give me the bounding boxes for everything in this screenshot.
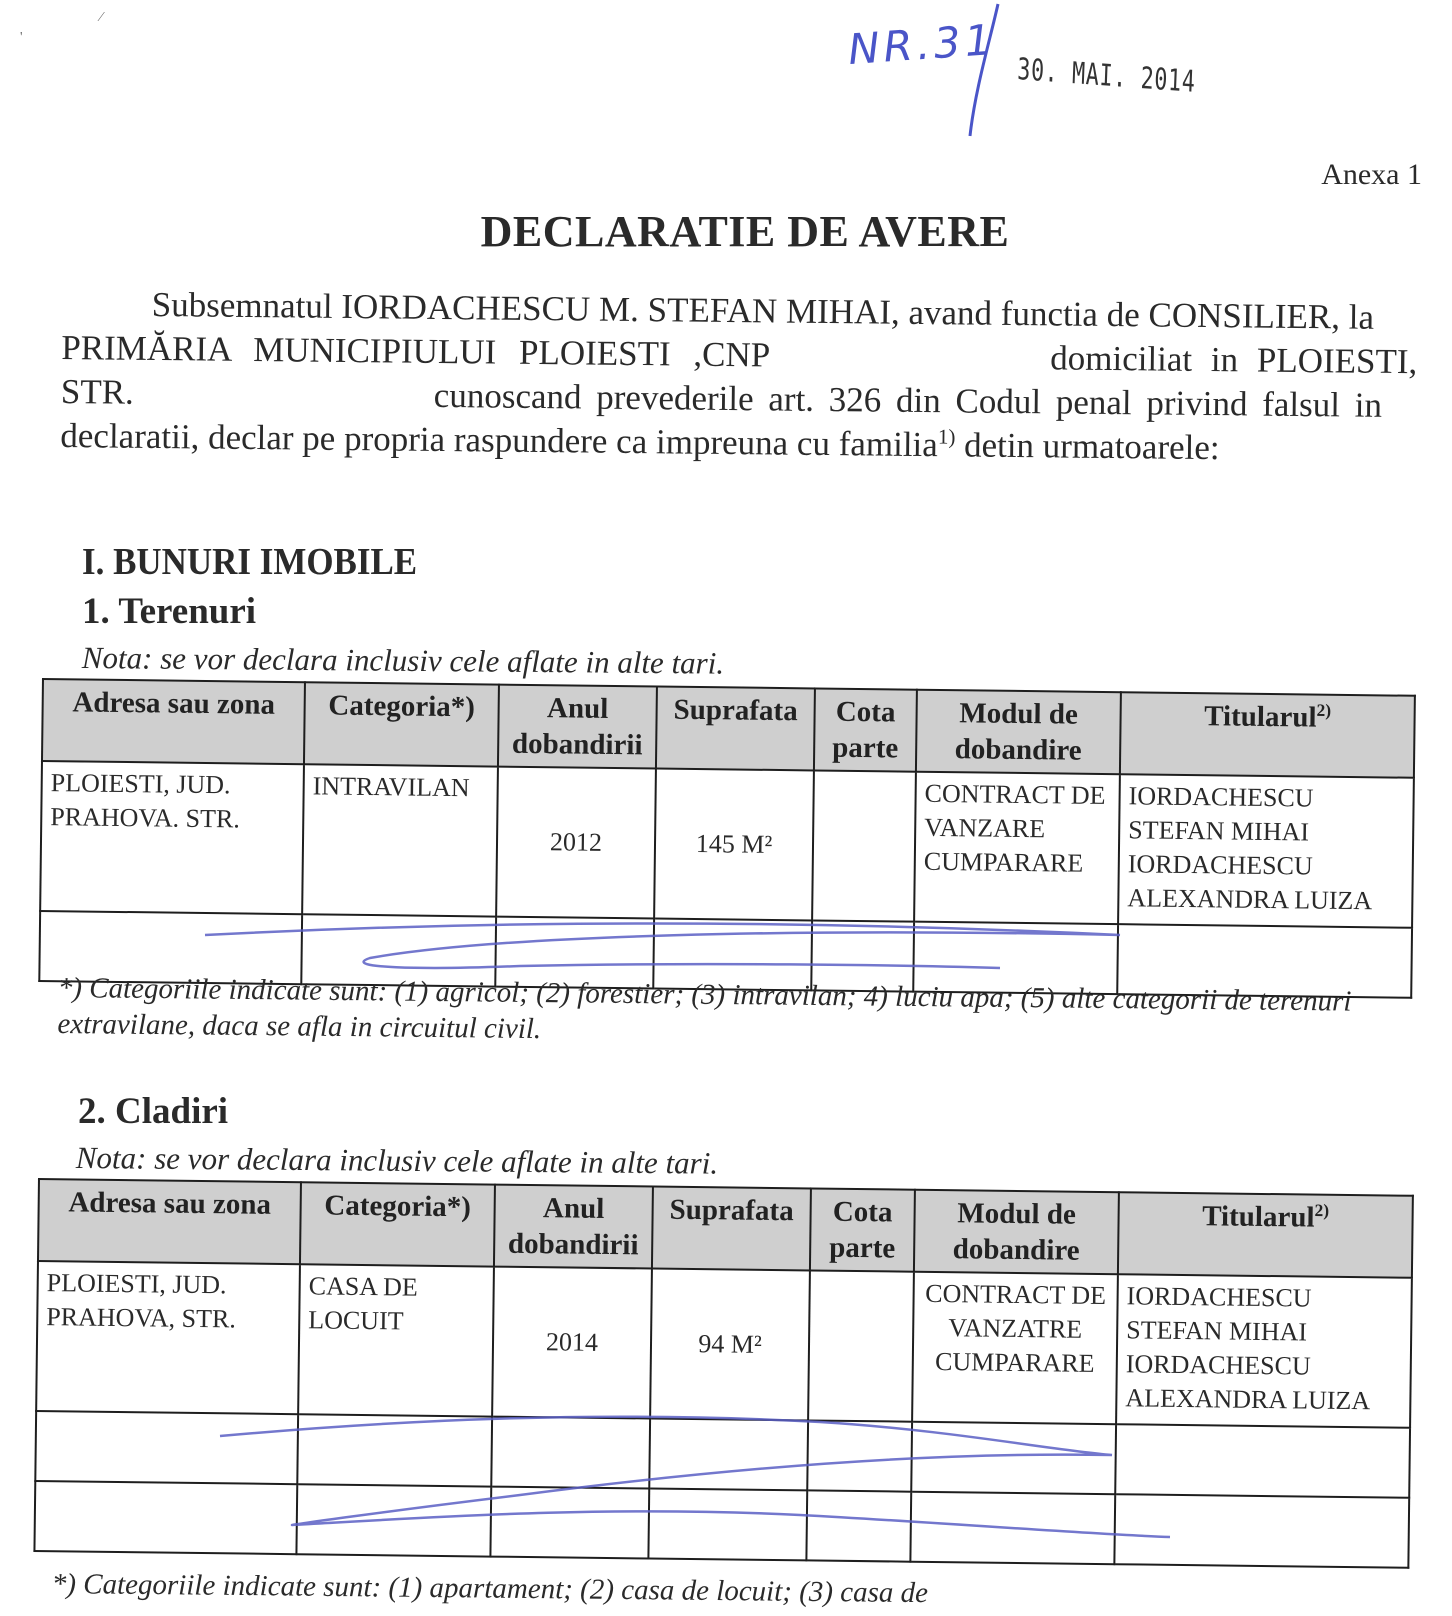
col-header-adresa: Adresa sau zona [42, 679, 305, 764]
empty-cell [34, 1481, 297, 1554]
empty-cell [490, 1487, 649, 1559]
terenuri-table [38, 678, 1416, 999]
cladiri-table [33, 1178, 1413, 1569]
terenuri-footnote: *) Categoriile indicate sunt: (1) agricol; (2) forestier; (3) intravilan; 4) luciu apa; (5) alte categorii de terenuri extravilane, daca se afla in circuitul civil. [57, 971, 1352, 1046]
col-header-modul: Modul de dobandire [914, 1190, 1119, 1274]
cell-suprafata: 94 M² [650, 1269, 810, 1421]
footnote-ref-1: 1) [937, 424, 956, 449]
section-heading: I. BUNURI IMOBILE [82, 541, 418, 583]
cell-modul: CONTRACT DE VANZATRE CUMPARARE [912, 1272, 1118, 1424]
cell-modul: CONTRACT DE VANZARE CUMPARARE [914, 772, 1120, 924]
intro-line-3b: cunoscand prevederile art. 326 din Codul penal privind falsul in [433, 375, 1383, 425]
cell-anul: 2012 [496, 767, 656, 919]
cell-categoria: CASA DE LOCUIT [298, 1264, 494, 1416]
cell-adresa: PLOIESTI, JUD. PRAHOVA. STR. [40, 761, 304, 914]
col-header-suprafata: Suprafata [652, 1187, 811, 1271]
cladiri-heading: 2. Cladiri [78, 1091, 229, 1132]
scan-speck: ' [20, 30, 23, 45]
cell-cota [808, 1270, 914, 1421]
cell-cota [812, 770, 916, 921]
terenuri-heading: 1. Terenuri [82, 591, 257, 632]
col-header-modul: Modul de dobandire [916, 690, 1121, 774]
empty-cell [491, 1417, 650, 1489]
empty-cell [649, 1418, 808, 1490]
empty-cell [648, 1488, 807, 1560]
cell-anul: 2014 [492, 1267, 652, 1419]
intro-line-2a: PRIMĂRIA MUNICIPIULUI PLOIESTI ,CNP [61, 327, 771, 375]
empty-cell [1114, 1494, 1409, 1568]
col-header-cota: Cota parte [810, 1188, 915, 1271]
empty-cell [297, 1414, 492, 1486]
col-header-adresa: Adresa sau zona [38, 1179, 301, 1264]
intro-line-2b: domiciliat in PLOIESTI, [1050, 338, 1418, 382]
registration-number-handwritten: NR.31 [846, 14, 997, 75]
scan-speck: ⁄ [100, 10, 103, 25]
terenuri-note: Nota: se vor declara inclusiv cele aflate in alte tari. [81, 640, 725, 681]
empty-cell [296, 1484, 491, 1556]
table-row [40, 761, 1414, 928]
col-header-titular [1120, 692, 1415, 778]
col-header-anul: Anul dobandirii [498, 685, 657, 769]
intro-line-1: Subsemnatul IORDACHESCU M. STEFAN MIHAI, avand functia de CONSILIER, la [151, 284, 1375, 337]
cell-adresa: PLOIESTI, JUD. PRAHOVA, STR. [36, 1261, 300, 1414]
intro-line-4b: detin urmatoarele: [955, 425, 1220, 468]
col-header-titular [1118, 1192, 1413, 1278]
empty-cell [35, 1411, 298, 1484]
titular-label: Titularul [1202, 1200, 1315, 1234]
intro-line-3a: STR. [60, 371, 135, 412]
annex-label: Anexa 1 [1321, 158, 1422, 191]
empty-cell [1115, 1424, 1410, 1498]
col-header-categoria: Categoria*) [304, 682, 499, 766]
titular-label: Titularul [1204, 700, 1317, 734]
document-title: DECLARATIE DE AVERE [480, 207, 1010, 256]
declaration-intro [60, 282, 1424, 472]
col-header-cota: Cota parte [814, 688, 917, 771]
handwritten-slash-icon [940, 0, 1020, 140]
table-row [36, 1261, 1412, 1428]
intro-line-4a: declaratii, declar pe propria raspundere ca impreuna cu familia [60, 415, 939, 465]
col-header-suprafata: Suprafata [656, 687, 815, 771]
footnote-ref-2: 2) [1316, 699, 1332, 721]
date-stamp: 30. MAI. 2014 [1016, 52, 1197, 100]
empty-cell [910, 1492, 1115, 1564]
footnote-ref-2: 2) [1314, 1199, 1330, 1221]
cladiri-note: Nota: se vor declara inclusiv cele aflate in alte tari. [75, 1140, 719, 1181]
cell-categoria: INTRAVILAN [302, 764, 498, 916]
empty-cell [911, 1422, 1116, 1494]
cell-titular: IORDACHESCU STEFAN MIHAI IORDACHESCU ALEXANDRA LUIZA [1116, 1274, 1412, 1428]
cell-titular: IORDACHESCU STEFAN MIHAI IORDACHESCU ALEXANDRA LUIZA [1118, 774, 1414, 928]
empty-cell [807, 1420, 912, 1491]
col-header-anul: Anul dobandirii [494, 1185, 653, 1269]
cell-suprafata: 145 M² [654, 769, 814, 921]
empty-cell [806, 1490, 911, 1561]
cladiri-footnote: *) Categoriile indicate sunt: (1) apartament; (2) casa de locuit; (3) casa de [51, 1567, 929, 1610]
col-header-categoria: Categoria*) [300, 1182, 495, 1266]
